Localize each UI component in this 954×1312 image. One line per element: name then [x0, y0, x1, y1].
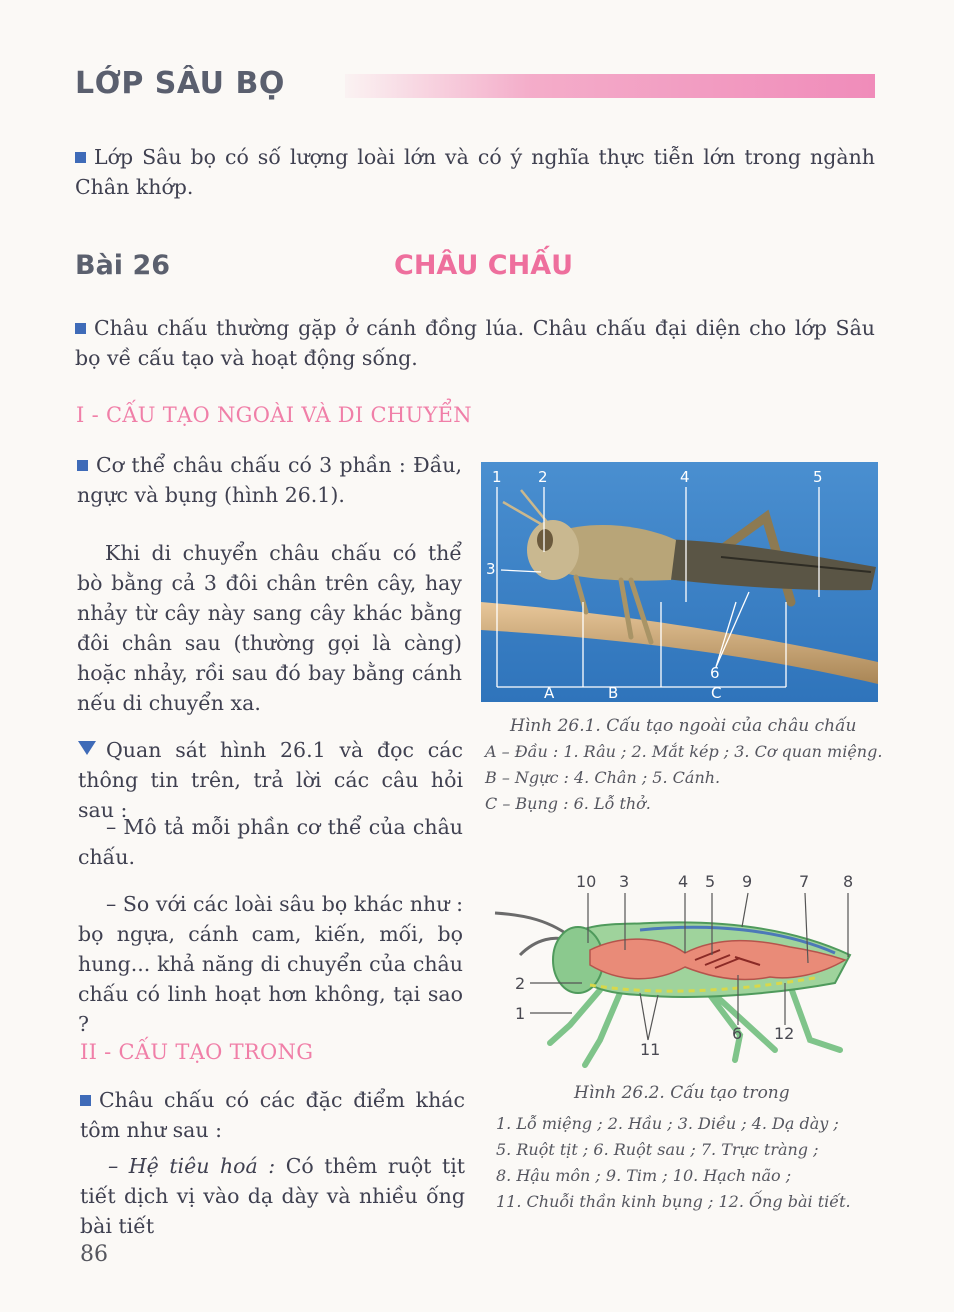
bullet-icon [75, 152, 86, 163]
photo-label-4: 4 [680, 468, 690, 486]
section-heading-2: II - CẤU TẠO TRONG [80, 1040, 314, 1064]
figure1-caption-title: Hình 26.1. Cấu tạo ngoài của châu chấu [510, 716, 857, 736]
photo-label-1: 1 [492, 468, 502, 486]
diagram-label-2: 2 [515, 974, 526, 993]
figure2-caption-title: Hình 26.2. Cấu tạo trong [574, 1083, 790, 1103]
lesson-number: Bài 26 [75, 250, 171, 281]
chapter-title: LỚP SÂU BỌ [75, 66, 285, 101]
photo-label-C: C [711, 684, 722, 702]
digestive-system-label: – Hệ tiêu hoá : [108, 1154, 276, 1178]
bullet-icon [77, 460, 88, 471]
lesson-intro-text: Châu chấu thường gặp ở cánh đồng lúa. Châu chấu đại diện cho lớp Sâu bọ về cấu tạo và hoạt động sống. [75, 316, 875, 370]
section1-task-text: Quan sát hình 26.1 và đọc các thông tin trên, trả lời các câu hỏi sau : [78, 738, 463, 822]
diagram-label-5: 5 [705, 872, 716, 891]
section-heading-1: I - CẤU TẠO NGOÀI VÀ DI CHUYỂN [76, 403, 472, 427]
grasshopper-photo [481, 462, 878, 702]
diagram-label-1: 1 [515, 1004, 526, 1023]
section2-para-1 [80, 1085, 465, 1145]
question-1: – Mô tả mỗi phần cơ thể của châu chấu. [78, 815, 463, 869]
chapter-intro-text: Lớp Sâu bọ có số lượng loài lớn và có ý nghĩa thực tiễn lớn trong ngành Chân khớp. [75, 145, 875, 199]
figure2-caption-line-4: 11. Chuỗi thần kinh bụng ; 12. Ống bài tiết. [496, 1192, 851, 1211]
bullet-icon [80, 1095, 91, 1106]
question-2: – So với các loài sâu bọ khác như : bọ ngựa, cánh cam, kiến, mối, bọ hung... khả năng di chuyển của châu chấu có linh hoạt hơn không, tại sao ? [78, 892, 463, 1036]
internal-anatomy-diagram [490, 865, 875, 1075]
lesson-title: CHÂU CHẤU [394, 250, 574, 281]
figure2-caption-line-3: 8. Hậu môn ; 9. Tim ; 10. Hạch não ; [496, 1166, 792, 1185]
photo-label-A: A [544, 684, 555, 702]
photo-label-3: 3 [486, 560, 496, 578]
section1-para-1-text: Cơ thể châu chấu có 3 phần : Đầu, ngực và bụng (hình 26.1). [77, 453, 462, 507]
page-number: 86 [80, 1242, 108, 1267]
photo-label-6: 6 [710, 664, 720, 682]
diagram-label-12: 12 [774, 1024, 795, 1043]
bullet-icon [75, 323, 86, 334]
diagram-label-4: 4 [678, 872, 689, 891]
photo-label-5: 5 [813, 468, 823, 486]
triangle-bullet-icon [78, 741, 96, 755]
diagram-label-9: 9 [742, 872, 753, 891]
section2-para-1-text: Châu chấu có các đặc điểm khác tôm như sau : [80, 1088, 465, 1142]
figure1-caption-line-3: C – Bụng : 6. Lỗ thở. [485, 794, 651, 813]
diagram-label-3: 3 [619, 872, 630, 891]
section2-para-2 [80, 1151, 465, 1241]
section1-para-1 [77, 450, 462, 510]
chapter-intro [75, 142, 875, 202]
diagram-label-7: 7 [799, 872, 810, 891]
photo-label-B: B [608, 684, 619, 702]
section2-para-2-text: Có thêm ruột tịt tiết dịch vị vào dạ dày và nhiều ống bài tiết [80, 1154, 465, 1238]
photo-label-2: 2 [538, 468, 548, 486]
diagram-label-8: 8 [843, 872, 854, 891]
section1-para-2: Khi di chuyển châu chấu có thể bò bằng cả 3 đôi chân trên cây, hay nhảy từ cây này sang cây khác bằng đôi chân sau (thường gọi là càng) hoặc nhảy, rồi sau đó bay bằng cánh nếu di chuyển xa. [77, 541, 462, 715]
lesson-intro [75, 313, 875, 373]
diagram-label-10: 10 [576, 872, 597, 891]
figure1-caption-line-1: A – Đầu : 1. Râu ; 2. Mắt kép ; 3. Cơ quan miệng. [485, 742, 883, 761]
figure2-caption-line-1: 1. Lỗ miệng ; 2. Hầu ; 3. Diều ; 4. Dạ dày ; [496, 1114, 839, 1133]
diagram-label-6: 6 [732, 1024, 743, 1043]
chapter-title-bar [345, 74, 875, 98]
diagram-label-11: 11 [640, 1040, 661, 1059]
figure1-caption-line-2: B – Ngực : 4. Chân ; 5. Cánh. [485, 768, 721, 787]
figure2-caption-line-2: 5. Ruột tịt ; 6. Ruột sau ; 7. Trực tràng ; [496, 1140, 819, 1159]
